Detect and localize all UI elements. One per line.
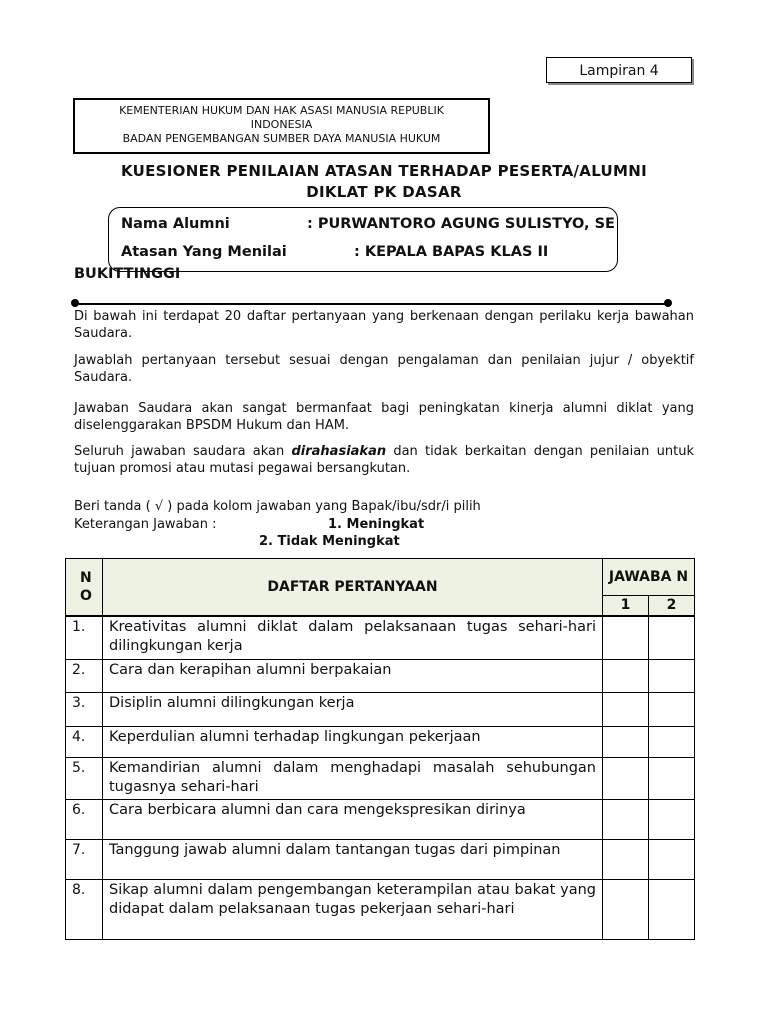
answer-cell-2[interactable] xyxy=(648,840,694,880)
intro-paragraph-3: Jawaban Saudara akan sangat bermanfaat bagi peningkatan kinerja alumni diklat yang diselenggarakan BPSDM Hukum dan HAM. xyxy=(74,401,694,433)
question-text: Cara dan kerapihan alumni berpakaian xyxy=(103,660,603,693)
column-header-answer: JAWABA N xyxy=(602,559,694,596)
answer-col-1-header: 1 xyxy=(602,596,648,616)
answer-cell-2[interactable] xyxy=(648,660,694,693)
row-number: 8. xyxy=(66,880,103,940)
row-number: 1. xyxy=(66,616,103,660)
question-text: Sikap alumni dalam pengembangan keterampilan atau bakat yang didapat dalam pelaksanaan tugas pekerjaan sehari-hari xyxy=(103,880,603,940)
answer-key-option-2: 2. Tidak Meningkat xyxy=(259,534,400,549)
table-row xyxy=(66,880,695,940)
answer-cell-1[interactable] xyxy=(602,727,648,758)
answer-cell-2[interactable] xyxy=(648,758,694,800)
intro-p4-emphasis: dirahasiakan xyxy=(291,444,387,459)
answer-key-label: Keterangan Jawaban : xyxy=(74,517,217,532)
question-text: Kemandirian alumni dalam menghadapi masalah sehubungan tugasnya sehari-hari xyxy=(103,758,603,800)
question-text: Tanggung jawab alumni dalam tantangan tugas dari pimpinan xyxy=(103,840,603,880)
intro-paragraph-1: Di bawah ini terdapat 20 daftar pertanyaan yang berkenaan dengan perilaku kerja bawahan Saudara. xyxy=(74,309,694,341)
question-text: Keperdulian alumni terhadap lingkungan pekerjaan xyxy=(103,727,603,758)
answer-cell-2[interactable] xyxy=(648,800,694,840)
evaluator-value: : KEPALA BAPAS KLAS II xyxy=(354,244,549,260)
row-number: 4. xyxy=(66,727,103,758)
agency-line: BADAN PENGEMBANGAN SUMBER DAYA MANUSIA HUKUM xyxy=(122,132,441,145)
table-row xyxy=(66,693,695,727)
row-number: 5. xyxy=(66,758,103,800)
table-row xyxy=(66,758,695,800)
answer-key-option-1: 1. Meningkat xyxy=(328,517,425,532)
evaluator-value-continued: BUKITTINGGI xyxy=(74,266,181,282)
intro-p4-before: Seluruh jawaban saudara akan xyxy=(74,444,292,459)
alumni-name-value: : PURWANTORO AGUNG SULISTYO, SE xyxy=(307,216,615,232)
answer-col-2-header: 2 xyxy=(648,596,694,616)
table-row xyxy=(66,660,695,693)
questionnaire-table xyxy=(65,558,695,940)
alumni-name-label: Nama Alumni xyxy=(121,216,230,232)
document-title-line2: DIKLAT PK DASAR xyxy=(306,183,462,201)
column-header-no: N O xyxy=(66,559,103,616)
evaluator-label: Atasan Yang Menilai xyxy=(121,244,287,260)
answer-cell-1[interactable] xyxy=(602,758,648,800)
answer-cell-1[interactable] xyxy=(602,840,648,880)
answer-cell-2[interactable] xyxy=(648,727,694,758)
row-number: 3. xyxy=(66,693,103,727)
table-row xyxy=(66,800,695,840)
answer-cell-2[interactable] xyxy=(648,616,694,660)
lampiran-label: Lampiran 4 xyxy=(546,57,692,83)
table-row xyxy=(66,840,695,880)
divider-right-dot xyxy=(664,299,672,307)
answer-cell-1[interactable] xyxy=(602,693,648,727)
intro-paragraph-4 xyxy=(74,443,694,477)
answer-cell-1[interactable] xyxy=(602,616,648,660)
answer-cell-2[interactable] xyxy=(648,880,694,940)
row-number: 7. xyxy=(66,840,103,880)
question-text: Disiplin alumni dilingkungan kerja xyxy=(103,693,603,727)
table-row xyxy=(66,616,695,660)
answer-cell-2[interactable] xyxy=(648,693,694,727)
column-header-question: DAFTAR PERTANYAAN xyxy=(103,559,603,616)
divider-left-dot xyxy=(71,299,79,307)
question-text: Cara berbicara alumni dan cara mengekspresikan dirinya xyxy=(103,800,603,840)
answer-cell-1[interactable] xyxy=(602,880,648,940)
ministry-header-box xyxy=(73,98,490,154)
document-title-line1: KUESIONER PENILAIAN ATASAN TERHADAP PESERTA/ALUMNI xyxy=(121,162,647,180)
row-number: 6. xyxy=(66,800,103,840)
ministry-line2: INDONESIA xyxy=(250,118,313,131)
intro-p4-after: dan tidak berkaitan dengan penilaian untuk tujuan promosi atau mutasi pegawai bersangkutan. xyxy=(74,444,694,476)
question-text: Kreativitas alumni diklat dalam pelaksanaan tugas sehari-hari dilingkungan kerja xyxy=(103,616,603,660)
answer-cell-1[interactable] xyxy=(602,660,648,693)
divider-line xyxy=(75,303,668,305)
row-number: 2. xyxy=(66,660,103,693)
ministry-line1: KEMENTERIAN HUKUM DAN HAK ASASI MANUSIA REPUBLIK xyxy=(119,104,444,117)
table-row xyxy=(66,727,695,758)
answer-cell-1[interactable] xyxy=(602,800,648,840)
intro-paragraph-2: Jawablah pertanyaan tersebut sesuai dengan pengalaman dan penilaian jujur / obyektif Saudara. xyxy=(74,353,694,385)
check-instruction: Beri tanda ( √ ) pada kolom jawaban yang Bapak/ibu/sdr/i pilih xyxy=(74,499,481,514)
